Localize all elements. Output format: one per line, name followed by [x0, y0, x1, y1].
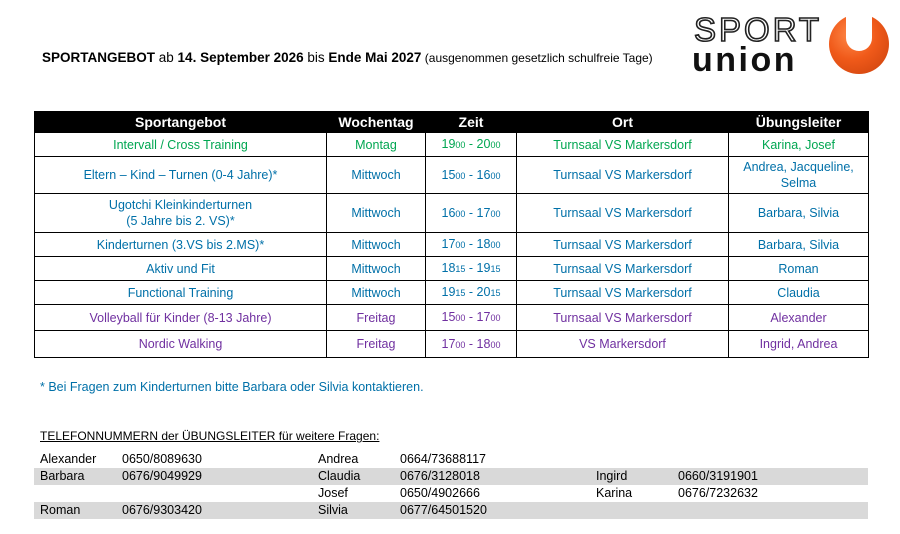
time-start-hour: 19 — [441, 137, 456, 151]
angebot-line: Ugotchi Kleinkinderturnen — [108, 198, 253, 212]
table-row — [35, 281, 869, 305]
time-start-min: 00 — [455, 208, 466, 219]
cell-wochentag: Mittwoch — [327, 257, 426, 281]
phones-title: TELEFONNUMMERN der ÜBUNGSLEITER für weitere Fragen: — [40, 429, 380, 443]
time-start-min: 00 — [455, 170, 466, 181]
cell-uebungsleiter — [729, 257, 869, 281]
cell-wochentag: Freitag — [327, 331, 426, 358]
cell-ort: Turnsaal VS Markersdorf — [517, 305, 729, 331]
time-start-hour: 19 — [441, 285, 456, 299]
time-sep: - — [465, 336, 477, 351]
heading-start-date: 14. September 2026 — [177, 50, 304, 65]
heading-text: bis — [303, 50, 329, 65]
time-start-min: 15 — [455, 264, 466, 274]
time-end-min: 15 — [490, 288, 501, 298]
angebot-line: Volleyball für Kinder (8-13 Jahre) — [89, 310, 272, 325]
time-start-hour: 16 — [441, 205, 456, 220]
angebot-line: Functional Training — [127, 285, 234, 300]
cell-wochentag: Montag — [327, 133, 426, 157]
cell-uebungsleiter — [729, 157, 869, 194]
cell-ort: Turnsaal VS Markersdorf — [517, 194, 729, 233]
time-end-hour: 19 — [476, 261, 491, 275]
phone-number: 0664/73688117 — [400, 452, 486, 466]
leiter-line: Barbara, Silvia — [757, 206, 840, 220]
heading-title: SPORTANGEBOT — [42, 50, 156, 65]
cell-sportangebot — [35, 133, 327, 157]
cell-zeit — [426, 194, 517, 233]
time-start-min: 00 — [455, 240, 466, 250]
cell-wochentag: Freitag — [327, 305, 426, 331]
time-sep: - — [465, 205, 477, 220]
cell-uebungsleiter — [729, 331, 869, 358]
logo-u-icon — [829, 14, 889, 74]
time-start-min: 15 — [455, 288, 466, 298]
time-sep: - — [465, 237, 477, 251]
time-end-min: 00 — [490, 140, 501, 150]
cell-sportangebot — [35, 233, 327, 257]
header-zeit: Zeit — [426, 112, 517, 133]
cell-uebungsleiter — [729, 133, 869, 157]
phone-name: Roman — [40, 503, 81, 517]
header-ort: Ort — [517, 112, 729, 133]
cell-ort: Turnsaal VS Markersdorf — [517, 157, 729, 194]
table-row — [35, 305, 869, 331]
table-row — [35, 157, 869, 194]
time-start-hour: 18 — [441, 261, 456, 275]
time-sep: - — [465, 310, 477, 324]
table-row — [35, 331, 869, 358]
angebot-line: Nordic Walking — [138, 337, 223, 351]
phone-name: Barbara — [40, 469, 85, 483]
cell-wochentag: Mittwoch — [327, 281, 426, 305]
leiter-line: Barbara, Silvia — [757, 237, 840, 252]
leiter-line: Claudia — [777, 285, 820, 300]
table-row — [35, 133, 869, 157]
phone-name: Karina — [596, 486, 633, 500]
table-row — [35, 257, 869, 281]
header-wochentag: Wochentag — [327, 112, 426, 133]
cell-ort: Turnsaal VS Markersdorf — [517, 257, 729, 281]
cell-zeit — [426, 133, 517, 157]
cell-sportangebot — [35, 157, 327, 194]
table-row — [35, 194, 869, 233]
cell-zeit — [426, 281, 517, 305]
cell-sportangebot — [35, 305, 327, 331]
cell-uebungsleiter — [729, 233, 869, 257]
time-end-hour: 20 — [476, 285, 491, 299]
time-end-min: 00 — [490, 208, 501, 219]
time-start-hour: 15 — [441, 167, 456, 182]
cell-ort: Turnsaal VS Markersdorf — [517, 233, 729, 257]
cell-sportangebot — [35, 257, 327, 281]
header-uebungsleiter: Übungsleiter — [729, 112, 869, 133]
leiter-line: Alexander — [770, 310, 827, 325]
time-end-min: 15 — [490, 264, 501, 274]
time-end-min: 00 — [490, 170, 501, 181]
phone-number: 0660/3191901 — [678, 469, 758, 483]
cell-sportangebot — [35, 194, 327, 233]
time-end-hour: 17 — [476, 205, 491, 220]
phone-number: 0676/3128018 — [400, 469, 480, 483]
cell-wochentag: Mittwoch — [327, 194, 426, 233]
cell-zeit — [426, 257, 517, 281]
cell-zeit — [426, 331, 517, 358]
table-row — [35, 233, 869, 257]
cell-sportangebot — [35, 331, 327, 358]
cell-zeit — [426, 157, 517, 194]
angebot-line: (5 Jahre bis 2. VS)* — [126, 214, 235, 228]
table-header-row — [35, 112, 869, 133]
time-sep: - — [465, 261, 477, 275]
cell-zeit — [426, 305, 517, 331]
phone-list — [34, 451, 868, 519]
cell-uebungsleiter — [729, 281, 869, 305]
phone-name: Silvia — [318, 503, 348, 517]
phone-name: Josef — [318, 486, 348, 500]
page-heading — [42, 50, 653, 65]
logo-text-union: union — [692, 41, 798, 79]
phone-name: Ingird — [596, 469, 628, 483]
phone-number: 0676/9303420 — [122, 503, 202, 517]
time-start-hour: 15 — [441, 310, 456, 324]
logo-text-sport: SPORT — [694, 11, 823, 48]
time-sep: - — [465, 137, 477, 151]
leiter-line: Andrea, Jacqueline, — [743, 160, 854, 174]
cell-zeit — [426, 233, 517, 257]
time-end-hour: 18 — [476, 237, 491, 251]
phone-number: 0677/64501520 — [400, 503, 487, 517]
leiter-line: Ingrid, Andrea — [759, 337, 838, 351]
cell-ort: Turnsaal VS Markersdorf — [517, 281, 729, 305]
phone-name: Claudia — [318, 469, 361, 483]
time-start-min: 00 — [455, 313, 466, 323]
time-end-min: 00 — [490, 313, 501, 323]
heading-note: (ausgenommen gesetzlich schulfreie Tage) — [421, 51, 653, 65]
heading-end-date: Ende Mai 2027 — [328, 50, 422, 65]
time-end-hour: 20 — [476, 137, 491, 151]
angebot-line: Intervall / Cross Training — [113, 137, 248, 152]
leiter-line: Roman — [778, 261, 819, 276]
time-sep: - — [465, 167, 477, 182]
angebot-line: Eltern – Kind – Turnen (0-4 Jahre)* — [83, 168, 278, 182]
phone-name: Alexander — [40, 452, 97, 466]
footnote: * Bei Fragen zum Kinderturnen bitte Barbara oder Silvia kontaktieren. — [40, 380, 424, 394]
heading-text: ab — [155, 50, 178, 65]
cell-ort: VS Markersdorf — [517, 331, 729, 358]
leiter-line: Selma — [780, 176, 817, 190]
time-sep: - — [465, 285, 477, 299]
time-start-hour: 17 — [441, 336, 456, 351]
leiter-line: Karina, Josef — [762, 137, 835, 152]
cell-uebungsleiter — [729, 305, 869, 331]
time-end-hour: 18 — [476, 336, 491, 351]
angebot-line: Kinderturnen (3.VS bis 2.MS)* — [96, 237, 265, 252]
time-start-hour: 17 — [441, 237, 456, 251]
header-sportangebot: Sportangebot — [35, 112, 327, 133]
sportunion-logo — [692, 11, 892, 79]
cell-sportangebot — [35, 281, 327, 305]
angebot-line: Aktiv und Fit — [146, 261, 215, 276]
time-end-min: 00 — [490, 339, 501, 350]
phone-number: 0650/8089630 — [122, 452, 202, 466]
time-end-hour: 17 — [476, 310, 491, 324]
cell-ort: Turnsaal VS Markersdorf — [517, 133, 729, 157]
schedule-table — [34, 111, 869, 358]
phone-number: 0676/7232632 — [678, 486, 758, 500]
phone-name: Andrea — [318, 452, 359, 466]
time-end-min: 00 — [490, 240, 501, 250]
phone-number: 0650/4902666 — [400, 486, 480, 500]
time-start-min: 00 — [455, 140, 466, 150]
cell-wochentag: Mittwoch — [327, 233, 426, 257]
time-start-min: 00 — [455, 339, 466, 350]
time-end-hour: 16 — [476, 167, 491, 182]
phone-number: 0676/9049929 — [122, 469, 202, 483]
cell-uebungsleiter — [729, 194, 869, 233]
cell-wochentag: Mittwoch — [327, 157, 426, 194]
